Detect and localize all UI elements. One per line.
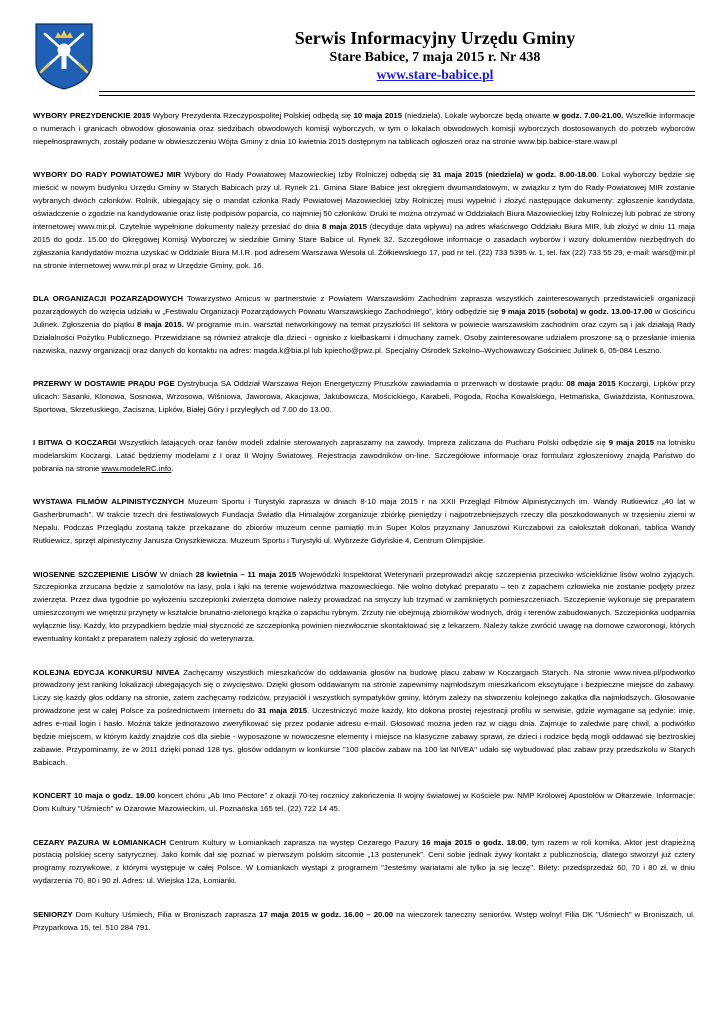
article-heading: KOLEJNA EDYCJA KONKURSU NIVEA xyxy=(33,667,180,677)
article-heading: WIOSENNE SZCZEPIENIE LISÓW xyxy=(33,569,158,579)
article-text: Wszelkie informacje o numerach i granicach obwodów głosowania oraz siedzibach obwodowych komisji wyborczych, w tym o lokalach obwodowych komisji wyborczych dostosowanych do potrzeb wyborców niepełnosprawnych, zostały podane w obwieszczeniu Wójta Gminy z dnia 10 kwietnia 2015 dostępnym na tablicach ogłoszeń oraz na stronie www.bip.babice-stare.waw.pl xyxy=(33,111,695,146)
article-text: koncert chóru „Ab Imo Pectore” z okazji 70-tej rocznicy zakończenia II wojny światowej w Kościele pw. NMP Królowej Apostołów w Ołtarzewie. Informacje: Dom Kultury "Uśmiech" w Ożarowie Mazowieckim, ul. Poznańska 165 tel. (22) 722 14 45. xyxy=(33,791,695,814)
article-text: . Uczestniczyć może każdy, kto dokona prostej rejestracji profilu w serwisie, gdzie wymagane są jedynie: imię, adres e-mail login i hasło. Można także jednorazowo zweryfikować się przez podanie adresu e-mail. Głosować można jeden raz w ciągu dnia. Zajmuje to zaledwie parę chwil, a podwórko będzie miejscem, w którym każdy znajdzie coś dla siebie - wyposażone w nowoczesne elementy i miejsce na klasyczne zabawy sprawi, że dzieci i rodzice będą mogli oddawać się beztroskiej zabawie. Przypominamy, że w 2011 dzięki ponad 128 tys. głosów oddanym w konkursie "100 placów zabaw na 100 lat NIVEA" udało się wybudować plac zabaw przy przedszkolu w Starych Babicach. xyxy=(33,706,695,767)
article-link[interactable]: www.modeleRC.info xyxy=(101,464,172,474)
newsletter-header xyxy=(33,18,695,110)
article-heading: WYBORY PREZYDENCKIE 2015 xyxy=(33,111,151,120)
news-article xyxy=(33,496,695,548)
article-text: Wybory do Rady Powiatowej Mazowieckiej Izby Rolniczej odbędą się xyxy=(180,170,433,180)
article-heading: DLA ORGANIZACJI POZARZĄDOWYCH xyxy=(33,293,183,303)
article-heading: WYBORY DO RADY POWIATOWEJ MIR xyxy=(33,170,181,180)
masthead xyxy=(175,28,695,84)
news-article xyxy=(33,909,695,935)
article-emphasis: w godz. 7.00-21.00. xyxy=(552,111,624,120)
article-text: Koczargi, Lipków przy ulicach: Sasanki, Klonowa, Sosnowa, Wrzosowa, Wiśniowa, Jaworowa, Akacjowa, Jakubowicza, Mościckiego, Karabeli, Pogoda, Rocha Kowalskiego, Hetmańska, Gwiaździsta, Kontuszowa, Sportowa, Skrzetuskiego, Zaciszna, Lipków, Białej Góry i przyległych od 7.00 do 13.00. xyxy=(33,379,695,414)
articles-list xyxy=(33,110,695,935)
news-article xyxy=(33,110,695,149)
website-link[interactable]: www.stare-babice.pl xyxy=(376,67,494,82)
article-emphasis: 31 maja 2015 (niedziela) w godz. 8.00-18.00 xyxy=(432,170,597,180)
article-text: na wieczorek taneczny seniorów. Wstęp wolny! Filia DK "Uśmiech" w Broniszach, ul. Przyparkowa 15, tel. 510 284 791. xyxy=(33,909,695,932)
article-text: na lotnisku modelarskim Koczargi. Latać będziemy modelami z I oraz II Wojny Światowej. Rejestracja zawodników on-line. Szczegółowe informacje oraz formularz zgłoszeniowy znajdą Państwo do pobrania na stronie xyxy=(33,438,695,474)
news-article xyxy=(33,169,695,272)
article-emphasis: 08 maja 2015 xyxy=(566,379,616,388)
article-emphasis: 9 maja 2015 xyxy=(608,438,655,448)
news-article xyxy=(33,569,695,646)
news-article xyxy=(33,437,695,476)
article-text: (niedziela). Lokale wyborcze będą otwarte xyxy=(402,111,553,120)
newsletter-title: Serwis Informacyjny Urzędu Gminy xyxy=(294,28,576,48)
article-heading: CEZARY PAZURA W ŁOMIANKACH xyxy=(33,837,166,847)
news-article xyxy=(33,837,695,889)
news-article xyxy=(33,293,695,358)
article-emphasis: 16 maja 2015 o godz. 18.00 xyxy=(421,837,527,847)
article-heading: SENIORZY xyxy=(33,909,73,919)
article-emphasis: 8 maja 2015 xyxy=(322,221,367,231)
article-text: W dniach xyxy=(157,569,196,579)
article-text: (decyduje data wpływu) na adres właściwego Oddziału Biura MIR, lub złożyć w dniu 11 maja 2015 do godz. 15.00 do Okręgowej Komisji Wyborczej w siedzibie Gminy Stare Babice ul. Rynek 32. Szczegółowe informacje o zasadach wyborów i wzory dokumentów niezbędnych do zgłaszania kandydatów można uzyskać w Oddziale Biura M.I.R. pod adresem Warszawa Wesoła ul. Żółkiewskiego 17, pod nr tel. (22) 733 5395 w. 1, tel. fax (22) 733 55 29, e-mail: wars@mir.pl na stronie internetowej www.mir.pl oraz w Urzędzie Gminy, pok. 16. xyxy=(33,221,695,270)
article-text: . Lokal wyborczy będzie się mieścić w nowym budynku Urzędu Gminy w Starych Babicach przy ul. Rynek 21. Gmina Stare Babice jest okręgiem dwumandatowym, w związku z tym do Rady Powiatowej MIR zostanie wybranych dwóch członków. Rolnik, ubiegający się o mandat członka Rady Powiatowej Mazowieckiej Izby Rolniczej musi wypełnić i złożyć następujące dokumenty: zgłoszenie kandydata, oświadczenie o zgodzie na kandydowanie oraz listę podpisów poparcia, co najmniej 50 członków. Druki te można otrzymać w Oddziałach Biura Mazowieckiej Izby Rolniczej lub pobrać ze strony internetowej www.mir.pl. Czytelnie wypełnione dokumenty należy przesłać do dnia xyxy=(33,170,695,231)
news-article xyxy=(33,790,695,816)
article-emphasis: 17 maja 2015 w godz. 16.00 – 20.00 xyxy=(259,909,394,919)
article-text: Wybory Prezydenta Rzeczypospolitej Polskiej odbędą się xyxy=(150,111,354,120)
article-text: w Gościńcu Julinek. Zgłoszenia do piątku xyxy=(33,306,696,329)
news-article xyxy=(33,667,695,770)
article-text: Zachęcamy wszystkich mieszkańców do oddawania głosów na budowę placu zabaw w Koczargach Starych. Na stronie www.nivea.pl/podworko prowadzony jest ranking lokalizacji ubiegających się o zwycięstwo. Dzięki głosom oddawanym na stronie zapewnimy najmłodszym mieszkańcom ekscytujące i bezpieczne miejsce do zabawy. Liczy się każdy głos oddany na stronie, zatem zachęcamy rodziców, przyjaciół i wszystkich sympatyków gminy, którym zależy na stworzeniu kolejnego zakątka dla najmłodszych. Głosowanie prowadzone jest w całej Polsce za pośrednictwem Internetu do xyxy=(33,667,695,716)
article-heading: PRZERWY W DOSTAWIE PRĄDU PGE xyxy=(33,379,175,388)
article-heading: I BITWA O KOCZARGI xyxy=(33,438,117,448)
article-text: Centrum Kultury w Łomiankach zaprasza na występ Cezarego Pazury xyxy=(165,837,422,847)
article-heading: KONCERT 10 maja o godz. 19.00 xyxy=(33,791,155,801)
article-text: W programie m.in. warsztat networkingowy na temat przyszłości III sektora w powiecie warszawskim zachodnim oraz czym są i jak działają Rady Działalności Pożytku Publicznego. Przewidziane są również atrakcje dla dzieci - ognisko z kiełbaskami i dmuchany zamek. Osoby zainteresowane udziałem proszone są o przesłanie imienia nazwiska, nazwy organizacji oraz danych do kontaktu na adres: magda.k@bia.pl lub kpiecho@pwz.pl. Specjalny Ośrodek Szkolno–Wychowawczy Gościniec Julinek 6, 05-084 Leszno. xyxy=(33,319,695,355)
article-text: Dom Kultury Uśmiech, Filia w Broniszach zaprasza xyxy=(72,909,260,919)
news-article xyxy=(33,378,695,417)
article-text: Wszystkich latających oraz fanów modeli zdalnie sterowanych zapraszamy na zawody. Impreza zaliczana do Pucharu Polski odbędzie się xyxy=(116,438,609,448)
article-text: Muzeum Sportu i Turystyki zaprasza w dniach 8-10 maja 2015 r na XXII Przegląd Filmów Alpinistycznych im. Wandy Rutkiewicz „40 lat w Gasherbrumach”. W trakcie trzech dni festiwalowych Fundacja Światło dla Himalajów zorganizuje zbiórkę pieniędzy i najpotrzebniejszych rzeczy dla poszkodowanych w trzęsieniu ziemi w Nepalu. Podczas Przeglądu zostaną także przekazane do zbiorów muzeum cenne pamiątki m.in Super Kolos przyznany Januszowi Kurczabowi za całokształt dokonań, tablica Wandy Rutkiewicz, sprzęt alpinistyczny Janusza Onyszkiewicza. Muzeum Sportu i Turystyki ul. Wybrzeże Gdyńskie 4, Centrum Olimpijskie. xyxy=(33,497,695,546)
article-text: Dystrybucja SA Oddział Warszawa Rejon Energetyczny Pruszków zawiadamia o przerwach w dostawie prądu: xyxy=(174,379,567,388)
article-text: . xyxy=(171,464,174,474)
article-emphasis: 9 maja 2015 (sobota) w godz. 13.00-17.00 xyxy=(501,306,653,316)
article-emphasis: 28 kwietnia – 11 maja 2015 xyxy=(195,569,297,579)
article-text: Towarzystwo Amicus w partnerstwie z Powiatem Warszawskim Zachodnim zaprasza wszystkich zainteresowanych przedstawicieli organizacji pozarządowych do wzięcia udziału w „Festiwalu Organizacji Pozarządowych Powiatu Warszawskiego Zachodniego”, który odbędzie się xyxy=(33,293,695,316)
issue-line: Stare Babice, 7 maja 2015 r. Nr 438 xyxy=(329,50,541,65)
newsletter-page xyxy=(33,18,695,955)
header-rule xyxy=(99,91,695,92)
stare-babice-coat-of-arms-icon xyxy=(33,22,95,90)
header-rule-thin xyxy=(99,95,695,96)
article-emphasis: 8 maja 2015. xyxy=(137,319,184,329)
article-emphasis: 10 maja 2015 xyxy=(353,111,403,120)
article-heading: WYSTAWA FILMÓW ALPINISTYCZNYCH xyxy=(33,497,184,507)
article-text: Wojewódzki Inspektorat Weterynarii przeprowadzi akcję szczepienia przeciwko wściekliźnie lisów wolno żyjących. Szczepionka zrzucana będzie z samolotów na lasy, pola i łąki na terenie województwa mazowieckiego. Nie wolno dotykać preparatu – ten z zapachem człowieka nie zostanie podjęty przez zwierzęta. Przez dwa tygodnie po wyłożeniu szczepionki zwierzęta domowe należy prowadzać na smyczy lub trzymać w zamkniętych pomieszczeniach. Szczepienie wykonuje się preparatem umieszczonym we wnętrzu przynęty w kształcie brunatno-zielonego krążka o zapachu rybnym. Zrzuty nie obejmują zbiorników wodnych, dróg i terenów zabudowanych. Szczepionka uodparnia wyłącznie lisy. Każdy, kto przypadkiem będzie miał styczność ze szczepionką powinien niezwłocznie skontaktować się z lekarzem. Należy także zwrócić uwagę na domowe czworonogi, których ewentualny kontakt z preparatem należy zgłosić do weterynarza. xyxy=(33,569,695,644)
article-text: , tym razem w roli komika. Aktor jest drapieżną postacią polskiej sceny satyrycznej. Jako komik dał się poznać w pierwszym polskim sitcomie „13 posterunek”. Ceni sobie jednak żywy kontakt z publicznością, dlatego stworzył już cztery programy rozrywkowe, z którymi występuje w całej Polsce. W Łomiankach wystąpi z programem "Jesteśmy wariatami ale tylko ja się leczę". Bilety: przedsprzedaż 60, 70 i 80 zł, w dniu wydarzenia 70, 80 i 90 zł. Adres: ul. Wiejska 12a, Łomianki. xyxy=(33,837,695,886)
article-emphasis: 31 maja 2015 xyxy=(257,706,308,716)
